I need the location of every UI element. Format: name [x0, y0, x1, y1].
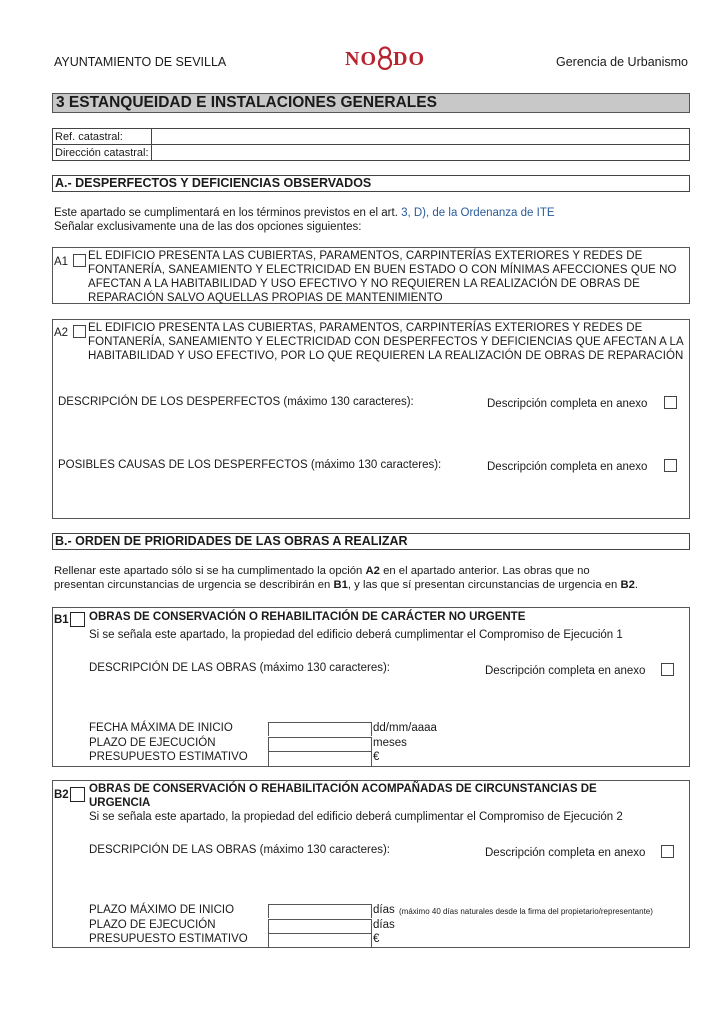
desperfectos-annex-checkbox[interactable] — [664, 396, 677, 409]
b1-budget-label: PRESUPUESTO ESTIMATIVO — [89, 751, 248, 763]
option-b2-title-line2: URGENCIA — [89, 797, 151, 809]
b1-duration-field[interactable] — [268, 737, 372, 751]
option-b1-box — [52, 607, 690, 767]
option-b1-note: Si se señala este apartado, la propiedad del edificio deberá cumplimentar el Compromiso de Ejecución 1 — [89, 629, 623, 641]
option-b1-title: OBRAS DE CONSERVACIÓN O REHABILITACIÓN DE CARÁCTER NO URGENTE — [89, 611, 526, 623]
b2-start-label: PLAZO MÁXIMO DE INICIO — [89, 904, 235, 916]
b2-start-unit: días — [373, 904, 395, 916]
section-b-intro — [54, 564, 638, 592]
section-b-title: B.- ORDEN DE PRIORIDADES DE LAS OBRAS A REALIZAR — [52, 533, 690, 550]
section-b-intro-2: en el apartado anterior. Las obras que no — [383, 565, 590, 577]
b2-duration-unit: días — [373, 919, 395, 931]
ref-label: Ref. catastral: — [53, 129, 152, 145]
option-a1-text: EL EDIFICIO PRESENTA LAS CUBIERTAS, PARAMENTOS, CARPINTERÍAS EXTERIORES Y REDES DE FONTANERÍA, SANEAMIENTO Y ELECTRICIDAD EN BUEN ESTADO O CON MÍNIMAS AFECCIONES QUE NO AFECTAN A LA HABITABILIDAD Y USO EFECTIVO Y NO REQUIEREN LA REALIZACIÓN DE OBRAS DE REPARACIÓN SALVO AQUELLAS PROPIAS DE MANTENIMIENTO — [88, 250, 677, 304]
causas-description-label: POSIBLES CAUSAS DE LOS DESPERFECTOS (máximo 130 caracteres): — [58, 459, 442, 471]
option-b2-title-line1: OBRAS DE CONSERVACIÓN O REHABILITACIÓN ACOMPAÑADAS DE CIRCUNSTANCIAS DE — [89, 783, 597, 795]
no8do-logo — [345, 46, 425, 71]
causas-annex-checkbox[interactable] — [664, 459, 677, 472]
b1-annex-label: Descripción completa en anexo — [485, 665, 646, 677]
option-a2-code: A2 — [54, 327, 69, 339]
logo-left-text: NO — [345, 48, 377, 70]
page-title: 3 ESTANQUEIDAD E INSTALACIONES GENERALES — [52, 93, 690, 113]
option-a2-box — [52, 319, 690, 519]
b1-budget-unit: € — [373, 751, 380, 763]
option-b1-checkbox[interactable] — [70, 612, 85, 627]
option-b2-title — [89, 782, 597, 810]
b2-annex-checkbox[interactable] — [661, 845, 674, 858]
option-a1-box — [52, 247, 690, 304]
b2-start-note: (máximo 40 días naturales desde la firma del propietario/representante) — [399, 907, 653, 916]
desperfectos-description-label: DESCRIPCIÓN DE LOS DESPERFECTOS (máximo 130 caracteres): — [58, 396, 414, 408]
b1-start-date-field[interactable] — [268, 722, 372, 736]
ordenanza-link[interactable]: 3, D), de la Ordenanza de ITE — [401, 207, 555, 219]
section-b-intro-5: . — [634, 579, 639, 591]
b1-description-label: DESCRIPCIÓN DE LAS OBRAS (máximo 130 caracteres): — [89, 662, 390, 674]
b1-duration-unit: meses — [373, 737, 407, 749]
dir-row — [53, 145, 690, 161]
b1-start-date-label: FECHA MÁXIMA DE INICIO — [89, 722, 233, 734]
dir-label: Dirección catastral: — [53, 145, 152, 161]
b2-start-field[interactable] — [268, 904, 372, 918]
b2-duration-label: PLAZO DE EJECUCIÓN — [89, 919, 216, 931]
skein-icon — [377, 46, 393, 70]
option-a1-checkbox[interactable] — [73, 254, 86, 267]
section-a-instruction: Señalar exclusivamente una de las dos opciones siguientes: — [54, 221, 362, 233]
b2-annex-label: Descripción completa en anexo — [485, 847, 646, 859]
section-b-intro-b2: B2 — [620, 579, 635, 591]
section-b-intro-1: Rellenar este apartado sólo si se ha cumplimentado la opción — [54, 565, 363, 577]
ref-row — [53, 129, 690, 145]
option-b2-checkbox[interactable] — [70, 787, 85, 802]
option-b2-note: Si se señala este apartado, la propiedad del edificio deberá cumplimentar el Compromiso de Ejecución 2 — [89, 811, 623, 823]
b2-description-label: DESCRIPCIÓN DE LAS OBRAS (máximo 130 caracteres): — [89, 844, 390, 856]
cadastral-reference-table — [52, 128, 690, 161]
desperfectos-annex-label: Descripción completa en anexo — [487, 398, 648, 410]
b2-duration-field[interactable] — [268, 919, 372, 933]
b2-budget-field[interactable] — [268, 933, 372, 948]
b1-duration-label: PLAZO DE EJECUCIÓN — [89, 737, 216, 749]
direccion-catastral-field[interactable] — [151, 145, 689, 161]
b1-budget-field[interactable] — [268, 751, 372, 766]
option-a1-code: A1 — [54, 256, 69, 268]
header-city: AYUNTAMIENTO DE SEVILLA — [54, 55, 227, 69]
option-b1-code: B1 — [54, 614, 69, 626]
causas-annex-label: Descripción completa en anexo — [487, 461, 648, 473]
section-a-intro — [54, 206, 555, 234]
option-b2-code: B2 — [54, 789, 69, 801]
ref-catastral-field[interactable] — [151, 129, 689, 145]
section-a-intro-text: Este apartado se cumplimentará en los términos previstos en el art. — [54, 207, 398, 219]
b2-budget-label: PRESUPUESTO ESTIMATIVO — [89, 933, 248, 945]
b2-budget-unit: € — [373, 933, 380, 945]
section-b-intro-b1: B1 — [333, 579, 348, 591]
option-a2-text: EL EDIFICIO PRESENTA LAS CUBIERTAS, PARAMENTOS, CARPINTERÍAS EXTERIORES Y REDES DE FONTANERÍA, SANEAMIENTO Y ELECTRICIDAD CON DESPERFECTOS Y DEFICIENCIAS QUE AFECTAN A LA HABITABILIDAD Y USO EFECTIVO, POR LO QUE REQUIEREN LA REALIZACIÓN DE OBRAS DE REPARACIÓN — [88, 322, 684, 362]
b1-start-date-unit: dd/mm/aaaa — [373, 722, 437, 734]
section-a-title: A.- DESPERFECTOS Y DEFICIENCIAS OBSERVADOS — [52, 175, 690, 192]
b1-annex-checkbox[interactable] — [661, 663, 674, 676]
section-b-intro-a2: A2 — [365, 565, 380, 577]
section-b-intro-3: presentan circunstancias de urgencia se describirán en — [54, 579, 331, 591]
header-department: Gerencia de Urbanismo — [555, 55, 688, 69]
option-b2-box — [52, 780, 690, 948]
section-b-intro-4: , y las que sí presentan circunstancias de urgencia en — [347, 579, 618, 591]
option-a2-checkbox[interactable] — [73, 325, 86, 338]
logo-right-text: DO — [393, 48, 425, 70]
